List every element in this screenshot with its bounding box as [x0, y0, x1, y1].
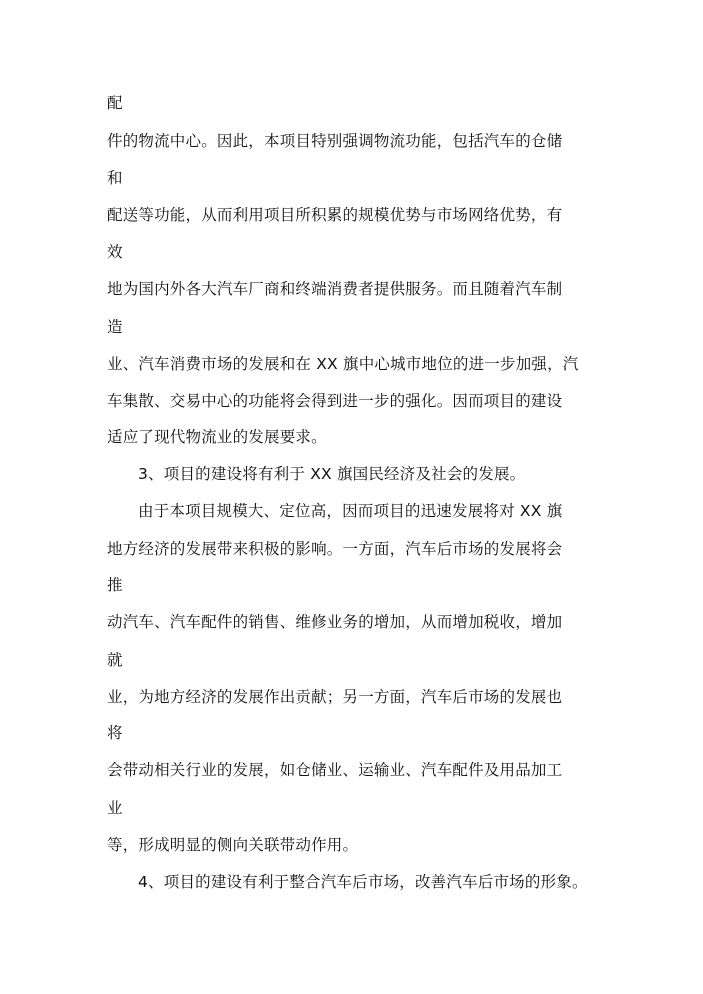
text-line: 和: [107, 169, 123, 187]
section-heading: 3、项目的建设将有利于 XX 旗国民经济及社会的发展。: [138, 465, 526, 483]
text-line: 就: [107, 651, 123, 669]
paragraph-first-line: 由于本项目规模大、定位高，因而项目的迅速发展将对 XX 旗: [138, 502, 563, 520]
text-line: 配: [107, 94, 123, 112]
text-line: 适应了现代物流业的发展要求。: [107, 428, 327, 446]
text-line: 地为国内外各大汽车厂商和终端消费者提供服务。而且随着汽车制: [107, 280, 563, 298]
text-line: 效: [107, 243, 123, 261]
text-line: 地方经济的发展带来积极的影响。一方面，汽车后市场的发展将会: [107, 540, 563, 558]
text-line: 动汽车、汽车配件的销售、维修业务的增加，从而增加税收，增加: [107, 613, 563, 631]
text-line: 业、汽车消费市场的发展和在 XX 旗中心城市地位的进一步加强，汽: [107, 355, 579, 373]
text-line: 会带动相关行业的发展，如仓储业、运输业、汽车配件及用品加工: [107, 761, 563, 779]
text-line: 推: [107, 576, 123, 594]
text-line: 等，形成明显的侧向关联带动作用。: [107, 836, 359, 854]
text-line: 业，为地方经济的发展作出贡献；另一方面，汽车后市场的发展也: [107, 688, 563, 706]
section-heading: 4、项目的建设有利于整合汽车后市场，改善汽车后市场的形象。: [138, 873, 588, 891]
text-line: 业: [107, 799, 123, 817]
text-line: 配送等功能，从而利用项目所积累的规模优势与市场网络优势，有: [107, 206, 563, 224]
text-line: 件的物流中心。因此，本项目特别强调物流功能，包括汽车的仓储: [107, 132, 563, 150]
text-line: 造: [107, 318, 123, 336]
text-line: 车集散、交易中心的功能将会得到进一步的强化。因而项目的建设: [107, 392, 563, 410]
text-line: 将: [107, 724, 123, 742]
